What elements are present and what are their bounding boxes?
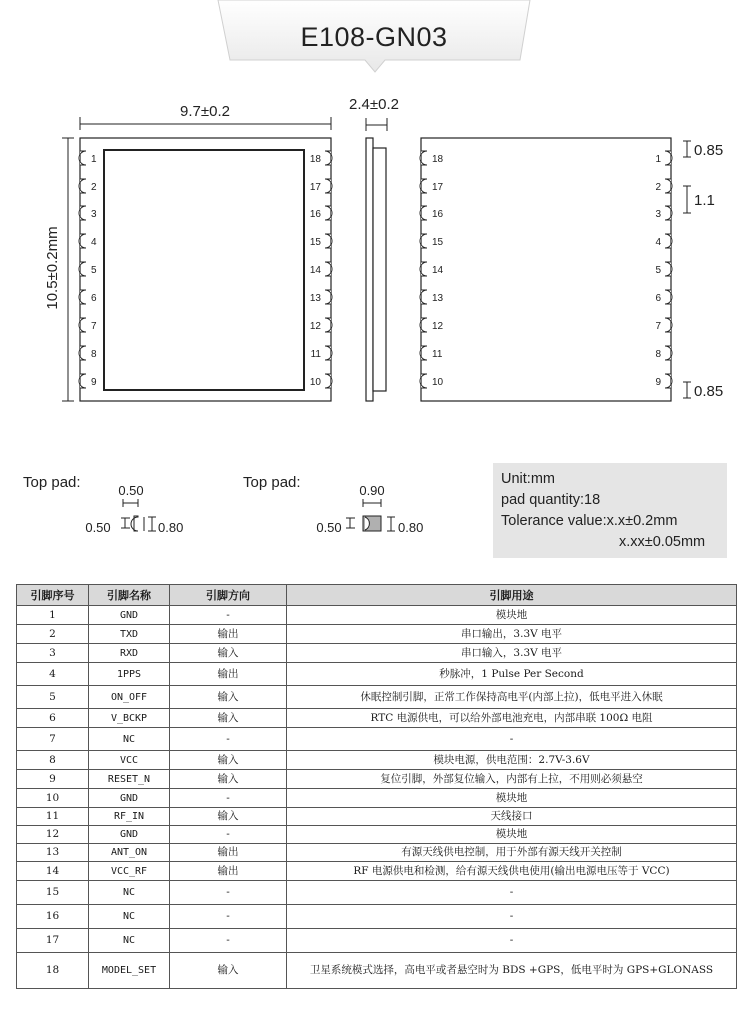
table-row xyxy=(17,929,737,953)
pin-no-cell: 16 xyxy=(17,905,89,929)
pin-number-label: 3 xyxy=(91,209,97,220)
pin-number-label: 10 xyxy=(309,377,321,388)
pin-name-cell: GND xyxy=(89,606,170,625)
top-pad-2-right: 0.80 xyxy=(398,520,424,535)
pin-no-cell: 15 xyxy=(17,881,89,905)
pin-name-cell: RESET_N xyxy=(89,770,170,789)
pin-no-cell: 3 xyxy=(17,644,89,663)
side-view xyxy=(366,138,386,401)
top-pad-2-top: 0.90 xyxy=(359,483,385,498)
pin-number-label: 1 xyxy=(655,154,661,165)
pitch-dimensions xyxy=(683,141,691,398)
pitch-bottom-label: 0.85 xyxy=(694,383,724,400)
pin-dir-cell: - xyxy=(170,929,287,953)
pin-number-label: 2 xyxy=(91,182,97,193)
pin-dir-cell: - xyxy=(170,606,287,625)
pin-number-label: 14 xyxy=(309,265,321,276)
pin-no-cell: 11 xyxy=(17,808,89,826)
pin-name-cell: ANT_ON xyxy=(89,844,170,862)
pin-dir-cell: - xyxy=(170,789,287,808)
pin-use-cell: RTC 电源供电，可以给外部电池充电，内部串联 100Ω 电阻 xyxy=(287,709,737,728)
table-row xyxy=(17,625,737,644)
header-pin-name: 引脚名称 xyxy=(89,585,170,606)
pin-use-cell: 复位引脚，外部复位输入，内部有上拉，不用则必须悬空 xyxy=(287,770,737,789)
pin-name-cell: RF_IN xyxy=(89,808,170,826)
header-pin-dir: 引脚方向 xyxy=(170,585,287,606)
pin-no-cell: 5 xyxy=(17,686,89,709)
pin-use-cell: 模块地 xyxy=(287,789,737,808)
pin-dir-cell: - xyxy=(170,881,287,905)
table-row xyxy=(17,862,737,881)
pin-number-label: 2 xyxy=(655,182,661,193)
pin-number-label: 9 xyxy=(655,377,661,388)
mechanical-drawing xyxy=(0,80,750,480)
table-row xyxy=(17,808,737,826)
tolerance-text-2: x.xx±0.05mm xyxy=(619,534,706,550)
pin-name-cell: NC xyxy=(89,728,170,751)
pin-use-cell: 模块地 xyxy=(287,606,737,625)
pin-dir-cell: 输入 xyxy=(170,709,287,728)
pin-name-cell: VCC xyxy=(89,751,170,770)
thickness-dimension xyxy=(366,118,387,131)
header-pin-use: 引脚用途 xyxy=(287,585,737,606)
pin-dir-cell: 输出 xyxy=(170,862,287,881)
pin-use-cell: 休眠控制引脚，正常工作保持高电平(内部上拉)，低电平进入休眠 xyxy=(287,686,737,709)
pin-number-label: 10 xyxy=(432,377,444,388)
pin-dir-cell: 输入 xyxy=(170,953,287,989)
pin-dir-cell: 输出 xyxy=(170,625,287,644)
pitch-top-label: 0.85 xyxy=(694,142,724,159)
pin-number-label: 5 xyxy=(91,265,97,276)
pin-number-label: 7 xyxy=(91,321,97,332)
pin-name-cell: V_BCKP xyxy=(89,709,170,728)
table-row xyxy=(17,728,737,751)
pin-number-label: 4 xyxy=(655,237,661,248)
pin-number-label: 11 xyxy=(310,349,321,360)
top-pad-2-label: Top pad: xyxy=(243,474,301,491)
shield-can xyxy=(104,150,304,390)
pin-use-cell: - xyxy=(287,929,737,953)
pin-no-cell: 12 xyxy=(17,826,89,844)
tolerance-text-1: Tolerance value:x.x±0.2mm xyxy=(501,513,678,529)
pin-number-label: 18 xyxy=(309,154,321,165)
pin-number-label: 13 xyxy=(309,293,321,304)
top-pad-2-left: 0.50 xyxy=(316,520,342,535)
top-pad-1-left: 0.50 xyxy=(85,520,111,535)
pin-name-cell: TXD xyxy=(89,625,170,644)
pin-number-label: 8 xyxy=(655,349,661,360)
page-title: E108-GN03 xyxy=(300,22,448,52)
pin-number-label: 12 xyxy=(309,321,321,332)
pin-use-cell: 有源天线供电控制，用于外部有源天线开关控制 xyxy=(287,844,737,862)
pin-name-cell: VCC_RF xyxy=(89,862,170,881)
pin-number-label: 6 xyxy=(655,293,661,304)
bottom-view-outline xyxy=(421,138,671,401)
table-row xyxy=(17,770,737,789)
pin-dir-cell: 输入 xyxy=(170,644,287,663)
pin-number-label: 4 xyxy=(91,237,97,248)
pin-no-cell: 18 xyxy=(17,953,89,989)
pitch-label: 1.1 xyxy=(694,192,715,209)
pin-name-cell: ON_OFF xyxy=(89,686,170,709)
pin-no-cell: 4 xyxy=(17,663,89,686)
pin-dir-cell: - xyxy=(170,728,287,751)
pin-dir-cell: - xyxy=(170,905,287,929)
pin-dir-cell: 输出 xyxy=(170,844,287,862)
thickness-label: 2.4±0.2 xyxy=(349,96,399,113)
pin-number-label: 13 xyxy=(432,293,444,304)
pin-use-cell: - xyxy=(287,881,737,905)
top-pad-1-label: Top pad: xyxy=(23,474,81,491)
pin-number-label: 17 xyxy=(432,182,444,193)
pin-number-label: 12 xyxy=(432,321,444,332)
top-pad-1-right: 0.80 xyxy=(158,520,184,535)
pin-no-cell: 8 xyxy=(17,751,89,770)
pin-number-label: 7 xyxy=(655,321,661,332)
table-row xyxy=(17,644,737,663)
pin-no-cell: 1 xyxy=(17,606,89,625)
header-pin-no: 引脚序号 xyxy=(17,585,89,606)
width-label: 9.7±0.2 xyxy=(180,103,230,120)
top-pad-1-drawing xyxy=(76,480,196,540)
pin-dir-cell: 输出 xyxy=(170,663,287,686)
pin-dir-cell: 输入 xyxy=(170,808,287,826)
spec-info-box xyxy=(493,463,727,558)
unit-text: Unit:mm xyxy=(501,471,555,487)
table-header-row xyxy=(17,585,737,606)
pin-use-cell: 天线接口 xyxy=(287,808,737,826)
table-row xyxy=(17,881,737,905)
pin-use-cell: 模块电源，供电范围：2.7V-3.6V xyxy=(287,751,737,770)
pin-number-label: 15 xyxy=(309,237,321,248)
table-row xyxy=(17,686,737,709)
pin-number-label: 6 xyxy=(91,293,97,304)
pin-use-cell: 卫星系统模式选择，高电平或者悬空时为 BDS +GPS，低电平时为 GPS+GLONASS xyxy=(287,953,737,989)
pin-name-cell: GND xyxy=(89,789,170,808)
pin-number-label: 18 xyxy=(432,154,444,165)
pin-use-cell: 串口输入，3.3V 电平 xyxy=(287,644,737,663)
pin-use-cell: 模块地 xyxy=(287,826,737,844)
table-row xyxy=(17,751,737,770)
table-row xyxy=(17,606,737,625)
pin-no-cell: 17 xyxy=(17,929,89,953)
pin-no-cell: 7 xyxy=(17,728,89,751)
pin-no-cell: 13 xyxy=(17,844,89,862)
table-row xyxy=(17,844,737,862)
pin-number-label: 1 xyxy=(91,154,97,165)
pin-dir-cell: - xyxy=(170,826,287,844)
top-pad-1-top: 0.50 xyxy=(118,483,144,498)
pin-number-label: 8 xyxy=(91,349,97,360)
pin-number-label: 16 xyxy=(432,209,444,220)
pin-number-label: 17 xyxy=(309,182,321,193)
pin-definition-table xyxy=(16,584,737,989)
pin-name-cell: NC xyxy=(89,905,170,929)
pad-quantity-text: pad quantity:18 xyxy=(501,492,601,508)
pin-use-cell: RF 电源供电和检测，给有源天线供电使用(输出电源电压等于 VCC) xyxy=(287,862,737,881)
table-row xyxy=(17,953,737,989)
pin-number-label: 14 xyxy=(432,265,444,276)
pin-use-cell: - xyxy=(287,905,737,929)
pin-use-cell: 串口输出，3.3V 电平 xyxy=(287,625,737,644)
pin-name-cell: NC xyxy=(89,929,170,953)
pin-no-cell: 2 xyxy=(17,625,89,644)
pin-no-cell: 6 xyxy=(17,709,89,728)
pin-number-label: 5 xyxy=(655,265,661,276)
pin-no-cell: 14 xyxy=(17,862,89,881)
pin-name-cell: RXD xyxy=(89,644,170,663)
pin-name-cell: GND xyxy=(89,826,170,844)
table-row xyxy=(17,789,737,808)
pin-no-cell: 10 xyxy=(17,789,89,808)
pin-name-cell: MODEL_SET xyxy=(89,953,170,989)
table-row xyxy=(17,709,737,728)
pin-name-cell: 1PPS xyxy=(89,663,170,686)
pin-number-label: 15 xyxy=(432,237,444,248)
pin-number-label: 9 xyxy=(91,377,97,388)
height-dimension xyxy=(62,138,74,401)
pin-dir-cell: 输入 xyxy=(170,770,287,789)
table-row xyxy=(17,663,737,686)
table-row xyxy=(17,826,737,844)
pin-name-cell: NC xyxy=(89,881,170,905)
pin-number-label: 3 xyxy=(655,209,661,220)
height-label: 10.5±0.2mm xyxy=(44,226,61,310)
pin-dir-cell: 输入 xyxy=(170,751,287,770)
pin-number-label: 16 xyxy=(309,209,321,220)
table-row xyxy=(17,905,737,929)
pin-number-label: 11 xyxy=(432,349,443,360)
pin-no-cell: 9 xyxy=(17,770,89,789)
pin-use-cell: - xyxy=(287,728,737,751)
pin-dir-cell: 输入 xyxy=(170,686,287,709)
top-pad-2-drawing xyxy=(313,480,433,540)
pin-use-cell: 秒脉冲，1 Pulse Per Second xyxy=(287,663,737,686)
